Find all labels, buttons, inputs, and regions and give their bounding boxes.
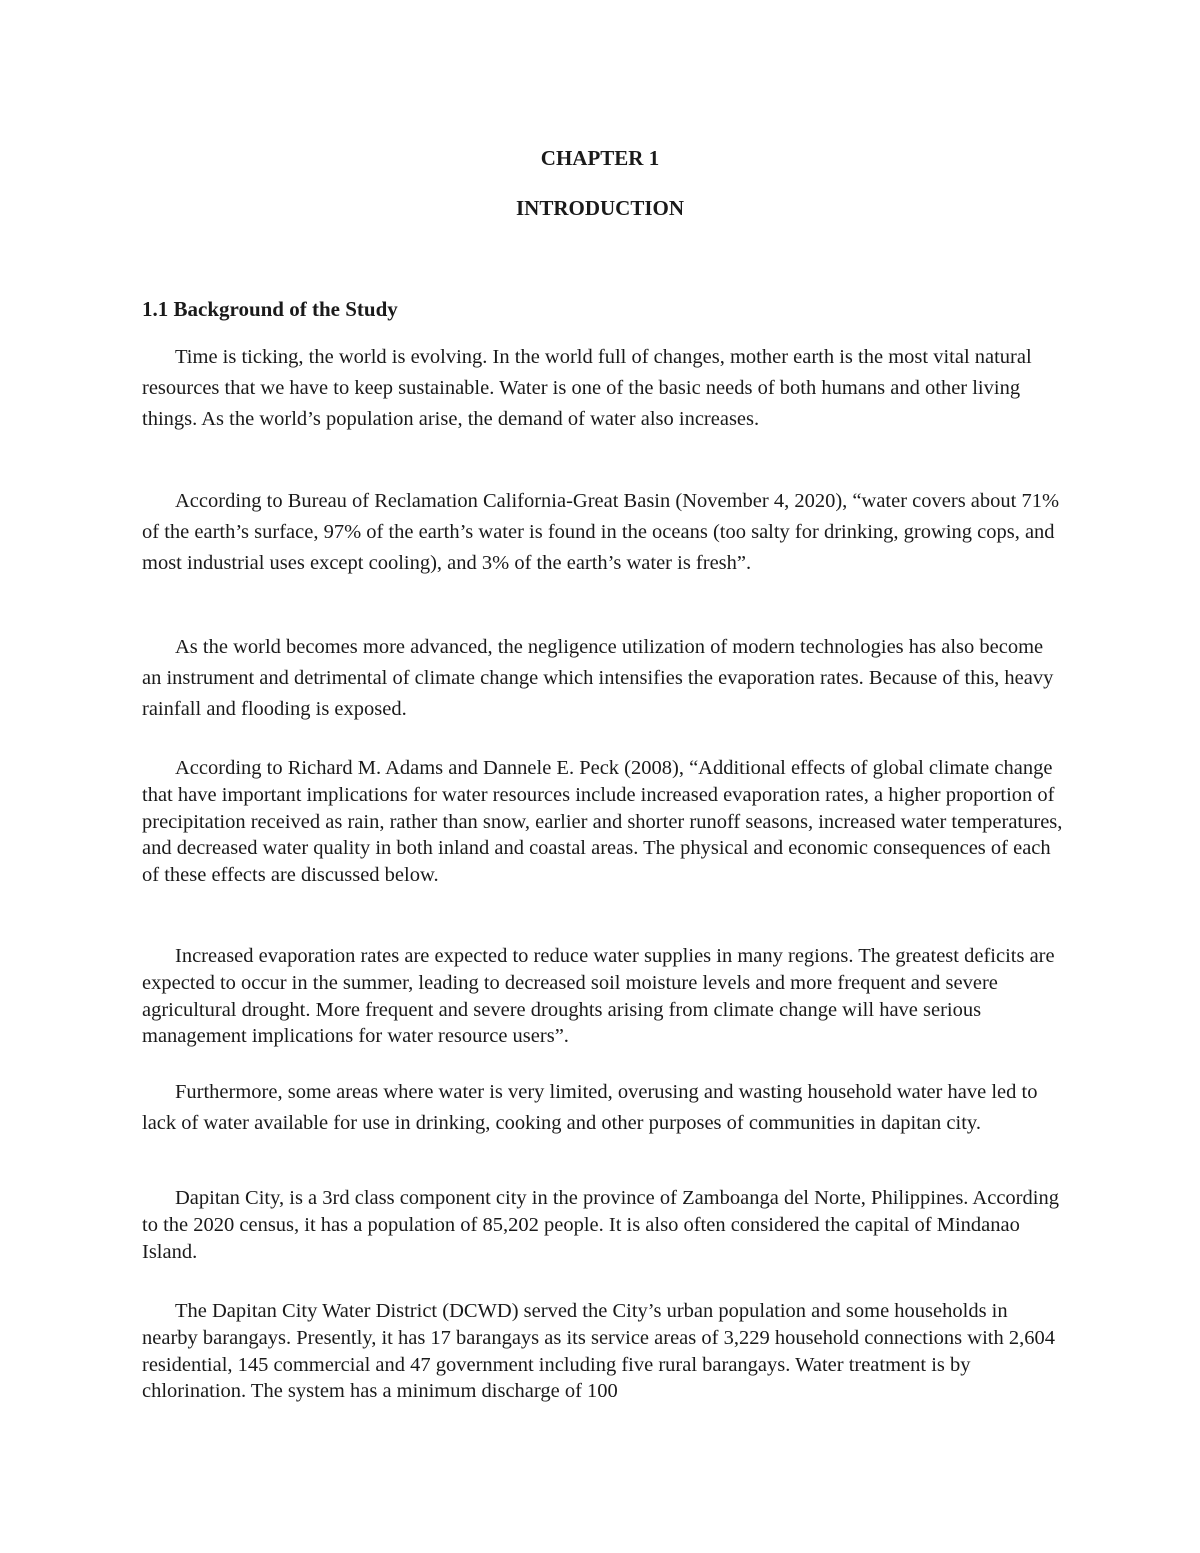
paragraph-5: Increased evaporation rates are expected to reduce water supplies in many regions. The greatest deficits are expected to occur in the summer, leading to decreased soil moisture levels and more frequent and severe agricultural drought. More frequent and severe droughts arising from climate change will have serious management implications for water resource users”.	[142, 945, 1055, 1048]
chapter-title: CHAPTER 1	[540, 146, 660, 170]
paragraph-3: As the world becomes more advanced, the negligence utilization of modern technologies has also become an instrument and detrimental of climate change which intensifies the evaporation rates. Because of this, heavy rainfall and flooding is exposed.	[142, 636, 1054, 720]
paragraph-8: The Dapitan City Water District (DCWD) served the City’s urban population and some households in nearby barangays. Presently, it has 17 barangays as its service areas of 3,229 household connections with 2,604 residential, 145 commercial and 47 government including five rural barangays. Water treatment is by chlorination. The system has a minimum discharge of 100	[142, 1300, 1055, 1403]
paragraph-4: According to Richard M. Adams and Dannele E. Peck (2008), “Additional effects of global climate change that have important implications for water resources include increased evaporation rates, a higher proportion of precipitation received as rain, rather than snow, earlier and shorter runoff seasons, increased water temperatures, and decreased water quality in both inland and coastal areas. The physical and economic consequences of each of these effects are discussed below.	[142, 757, 1063, 887]
paragraph-2: According to Bureau of Reclamation California-Great Basin (November 4, 2020), “water covers about 71% of the earth’s surface, 97% of the earth’s water is found in the oceans (too salty for drinking, growing cops, and most industrial uses except cooling), and 3% of the earth’s water is fresh”.	[142, 490, 1060, 574]
chapter-subtitle: INTRODUCTION	[515, 196, 685, 220]
paragraph-6: Furthermore, some areas where water is very limited, overusing and wasting household water have led to lack of water available for use in drinking, cooking and other purposes of communities in dapitan city.	[142, 1081, 1038, 1134]
paragraph-1: Time is ticking, the world is evolving. In the world full of changes, mother earth is the most vital natural resources that we have to keep sustainable. Water is one of the basic needs of both humans and other living things. As the world’s population arise, the demand of water also increases.	[142, 346, 1032, 430]
section-heading: 1.1 Background of the Study	[142, 297, 398, 321]
paragraph-7: Dapitan City, is a 3rd class component city in the province of Zamboanga del Norte, Philippines. According to the 2020 census, it has a population of 85,202 people. It is also often considered the capital of Mindanao Island.	[142, 1187, 1059, 1263]
